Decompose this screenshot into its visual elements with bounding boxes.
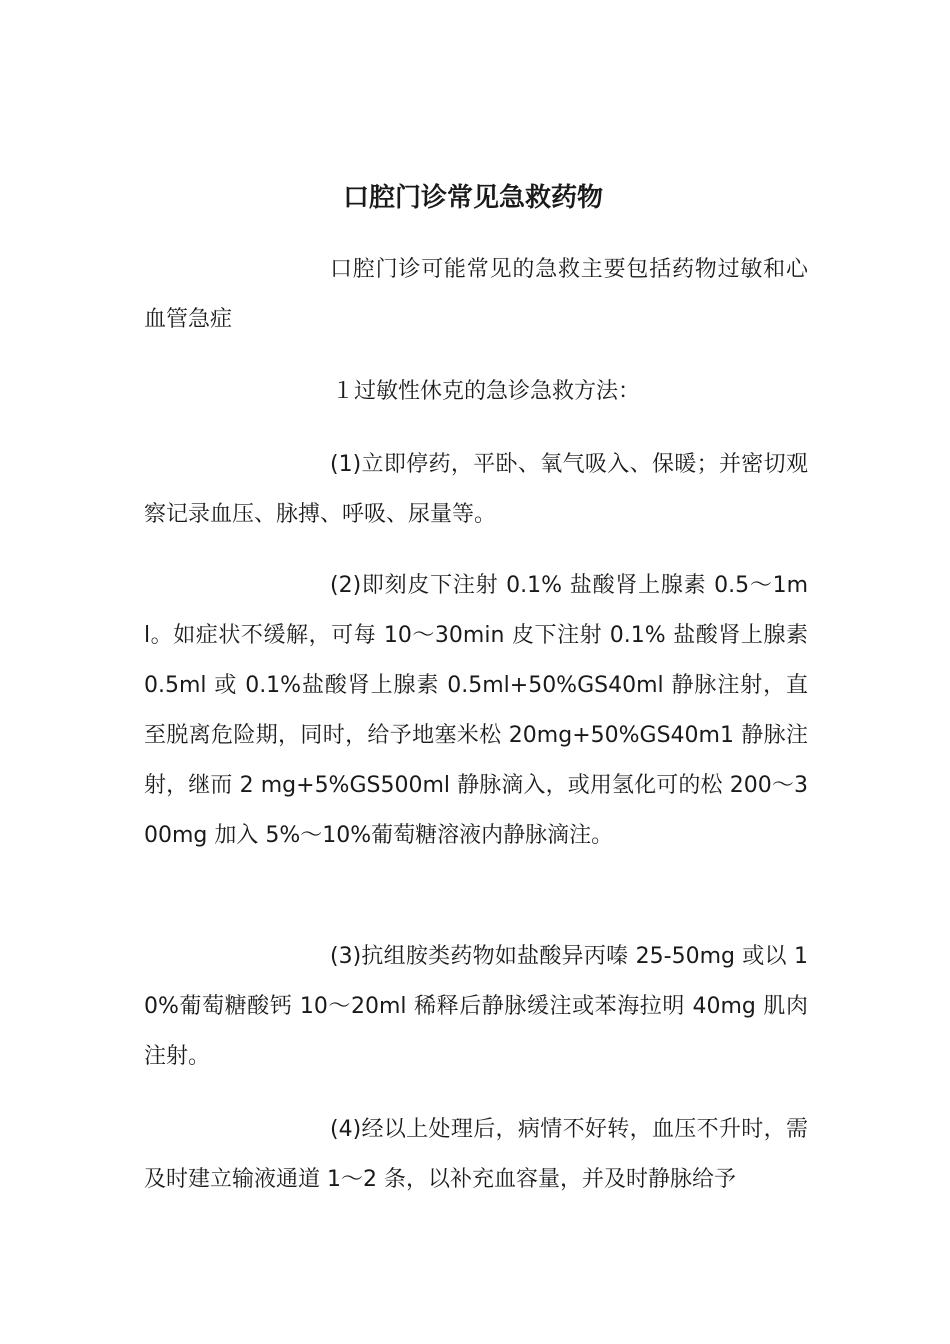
section-heading: １过敏性休克的急诊急救方法：	[332, 379, 641, 404]
step-paragraph-2: (2)即刻皮下注射 0.1% 盐酸肾上腺素 0.5～1ml。如症状不缓解，可每 10～30min 皮下注射 0.1% 盐酸肾上腺素 0.5ml 或 0.1%盐酸肾上腺素 0.5ml+50%GS40ml 静脉注射，直至脱离危险期，同时，给予地塞米松 20mg+50%GS40m1 静脉注射，继而 2 mg+5%GS500ml 静脉滴入，或用氢化可的松 200～300mg 加入 5%～10%葡萄糖溶液内静脉滴注。	[144, 573, 808, 848]
step-paragraph-3: (3)抗组胺类药物如盐酸异丙嗪 25-50mg 或以 10%葡萄糖酸钙 10～20ml 稀释后静脉缓注或苯海拉明 40mg 肌肉注射。	[144, 944, 808, 1069]
step-paragraph-1: (1)立即停药，平卧、氧气吸入、保暖；并密切观察记录血压、脉搏、呼吸、尿量等。	[144, 452, 808, 527]
step-paragraph-4: (4)经以上处理后，病情不好转，血压不升时，需及时建立输液通道 1～2 条，以补充血容量，并及时静脉给予	[144, 1117, 808, 1192]
document-title: 口腔门诊常见急救药物	[342, 183, 603, 213]
intro-paragraph: 口腔门诊可能常见的急救主要包括药物过敏和心血管急症	[144, 257, 808, 332]
